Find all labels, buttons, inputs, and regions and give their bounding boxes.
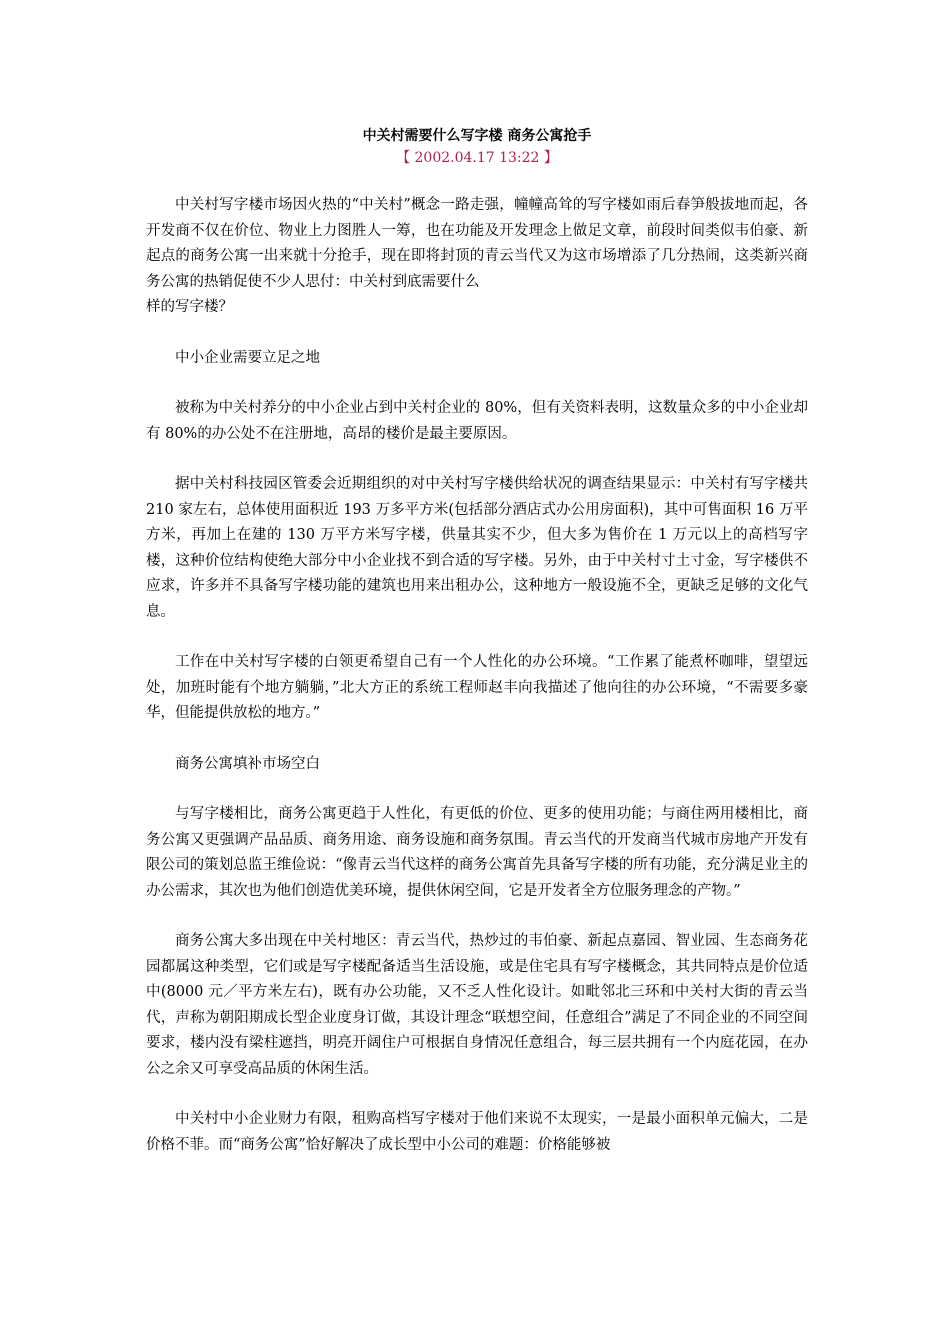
paragraph: 据中关村科技园区管委会近期组织的对中关村写字楼供给状况的调查结果显示：中关村有写字楼共 210 家左右，总体使用面积近 193 万多平方米(包括部分酒店式办公用房面积)，其中可售面积 16 万平方米，再加上在建的 130 万平方米写字楼，供量其实不少，但大多为售价在 1 万元以上的高档写字楼，这种价位结构使绝大部分中小企业找不到合适的写字楼。另外，由于中关村寸土寸金，写字楼供不应求，许多并不具备写字楼功能的建筑也用来出租办公，这种地方一般设施不全，更缺乏足够的文化气息。: [146, 476, 808, 620]
paragraph: 商务公寓大多出现在中关村地区：青云当代，热炒过的韦伯豪、新起点嘉园、智业园、生态商务花园都属这种类型，它们或是写字楼配备适当生活设施，或是住宅具有写字楼概念，其共同特点是价位适中(8000 元／平方米左右)，既有办公功能，又不乏人性化设计。如毗邻北三环和中关村大街的青云当代，声称为朝阳期成长型企业度身订做，其设计理念“联想空间，任意组合”满足了不同企业的不同空间要求，楼内没有梁柱遮挡，明亮开阔住户可根据自身情况任意组合，每三层共拥有一个内庭花园，在办公之余又可享受高品质的休闲生活。: [146, 933, 808, 1077]
paragraph: 被称为中关村养分的中小企业占到中关村企业的 80%，但有关资料表明，这数量众多的中小企业却有 80%的办公处不在注册地，高昂的楼价是最主要原因。: [146, 400, 808, 442]
section-heading-apartments: 商务公寓填补市场空白: [175, 755, 320, 772]
article: [146, 125, 808, 1183]
paragraph: 工作在中关村写字楼的白领更希望自己有一个人性化的办公环境。“工作累了能煮杯咖啡，望望远处，加班时能有个地方躺躺，”北大方正的系统工程师赵丰向我描述了他向往的办公环境，“不需要多豪华，但能提供放松的地方。”: [146, 654, 808, 721]
paragraph-intro: 中关村写字楼市场因火热的“中关村”概念一路走强，幢幢高耸的写字楼如雨后春笋般拔地而起，各开发商不仅在价位、物业上力图胜人一筹，也在功能及开发理念上做足文章，前段时间类似韦伯豪、新起点的商务公寓一出来就十分抢手，现在即将封顶的青云当代又为这市场增添了几分热闹，这类新兴商务公寓的热销促使不少人思付：中关村到底需要什么: [146, 197, 808, 290]
section-heading-sme: 中小企业需要立足之地: [175, 349, 320, 366]
paragraph: 与写字楼相比，商务公寓更趋于人性化，有更低的价位、更多的使用功能；与商住两用楼相比，商务公寓又更强调产品品质、商务用途、商务设施和商务氛围。青云当代的开发商当代城市房地产开发有限公司的策划总监王维俭说：“像青云当代这样的商务公寓首先具备写字楼的所有功能，充分满足业主的办公需求，其次也为他们创造优美环境，提供休闲空间，它是开发者全方位服务理念的产物。”: [146, 806, 808, 899]
article-title: 中关村需要什么写字楼 商务公寓抢手: [362, 128, 592, 144]
article-date: 【 2002.04.17 13:22 】: [396, 150, 558, 166]
paragraph: 中关村中小企业财力有限，租购高档写字楼对于他们来说不太现实，一是最小面积单元偏大，二是价格不菲。而“商务公寓”恰好解决了成长型中小公司的难题：价格能够被: [146, 1111, 808, 1153]
paragraph-intro-continued: 样的写字楼？: [146, 299, 233, 315]
